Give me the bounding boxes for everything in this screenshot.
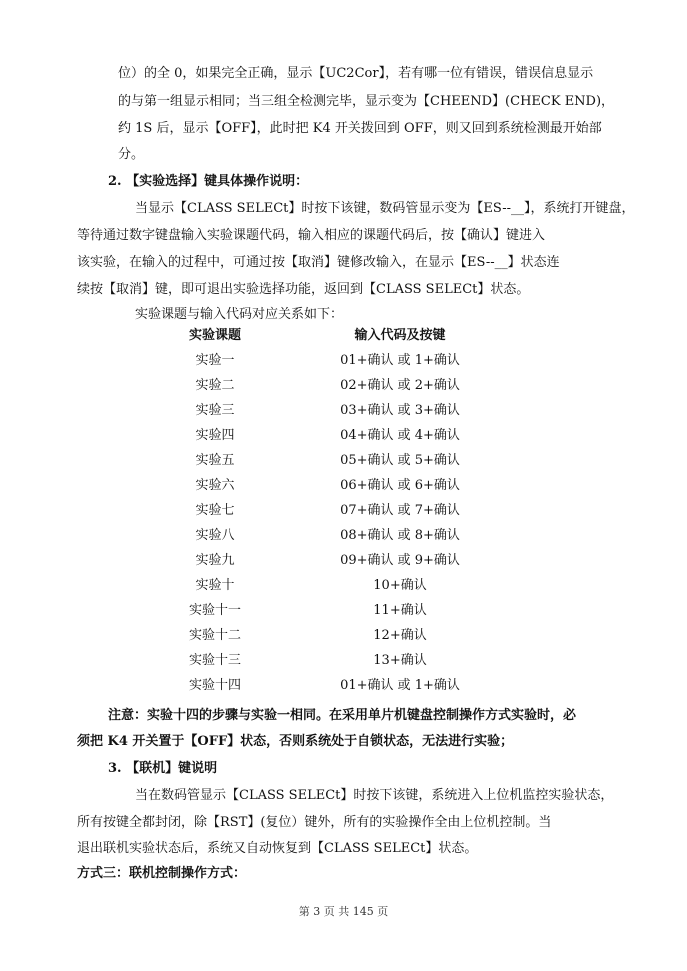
table-cell: 02+确认 或 2+确认 — [340, 378, 460, 393]
paragraph-line: 该实验，在输入的过程中，可通过按【取消】键修改输入，在显示【ES--__】状态连 — [77, 255, 560, 270]
table-cell: 07+确认 或 7+确认 — [340, 503, 460, 518]
table-cell: 实验十三 — [188, 653, 241, 668]
table-cell: 实验十 — [195, 578, 235, 593]
paragraph-line: 等待通过数字键盘输入实验课题代码，输入相应的课题代码后，按【确认】键进入 — [77, 228, 546, 243]
table-row — [0, 373, 687, 398]
table-row — [0, 523, 687, 548]
paragraph-line: 的与第一组显示相同；当三组全检测完毕，显示变为【CHEEND】(CHECK END)， — [118, 94, 615, 109]
table-cell: 08+确认 或 8+确认 — [340, 528, 460, 543]
paragraph-line: 续按【取消】键，即可退出实验选择功能，返回到【CLASS SELECt】状态。 — [77, 282, 530, 297]
table-cell: 实验九 — [195, 553, 235, 568]
paragraph-line: 位）的全 0，如果完全正确，显示【UC2Cor】，若有哪一位有错误，错误信息显示 — [118, 66, 594, 81]
table-row — [0, 498, 687, 523]
table-row — [0, 673, 687, 698]
table-cell: 实验一 — [195, 353, 235, 368]
table-cell: 03+确认 或 3+确认 — [340, 403, 460, 418]
table-cell: 实验十四 — [188, 678, 241, 693]
paragraph-line: 退出联机实验状态后，系统又自动恢复到【CLASS SELECt】状态。 — [77, 841, 478, 856]
table-cell: 实验七 — [195, 503, 235, 518]
section-heading-2: 2. 【实验选择】键具体操作说明： — [108, 174, 309, 189]
table-cell: 实验四 — [195, 428, 235, 443]
table-cell: 04+确认 或 4+确认 — [340, 428, 460, 443]
paragraph-line: 当显示【CLASS SELECt】时按下该键，数码管显示变为【ES--__】，系统打开键盘， — [135, 201, 635, 216]
paragraph-line: 所有按键全都封闭，除【RST】(复位）键外，所有的实验操作全由上位机控制。当 — [77, 815, 552, 830]
table-cell: 01+确认 或 1+确认 — [340, 678, 460, 693]
table-row — [0, 598, 687, 623]
table-cell: 09+确认 或 9+确认 — [340, 553, 460, 568]
table-row — [0, 623, 687, 648]
table-cell: 实验六 — [195, 478, 235, 493]
table-cell: 10+确认 — [373, 578, 427, 593]
table-cell: 11+确认 — [373, 603, 427, 618]
paragraph-line: 分。 — [118, 147, 145, 162]
table-header-cell: 实验课题 — [188, 328, 241, 343]
table-cell: 实验十二 — [188, 628, 241, 643]
table-cell: 实验十一 — [188, 603, 241, 618]
table-row — [0, 473, 687, 498]
table-row — [0, 548, 687, 573]
table-header-cell: 输入代码及按键 — [354, 328, 446, 343]
page-number-footer: 第 3 页 共 145 页 — [298, 905, 389, 918]
note-line: 须把 K4 开关置于【OFF】状态，否则系统处于自锁状态，无法进行实验； — [77, 734, 514, 749]
table-header-row — [0, 323, 687, 348]
table-row — [0, 423, 687, 448]
table-cell: 01+确认 或 1+确认 — [340, 353, 460, 368]
table-cell: 13+确认 — [373, 653, 427, 668]
table-row — [0, 448, 687, 473]
table-intro: 实验课题与输入代码对应关系如下： — [135, 307, 344, 322]
table-cell: 05+确认 或 5+确认 — [340, 453, 460, 468]
note-line: 注意：实验十四的步骤与实验一相同。在采用单片机键盘控制操作方式实验时，必 — [108, 708, 577, 723]
table-cell: 实验二 — [195, 378, 235, 393]
table-cell: 实验三 — [195, 403, 235, 418]
paragraph-line: 当在数码管显示【CLASS SELECt】时按下该键，系统进入上位机监控实验状态， — [135, 788, 614, 803]
table-cell: 12+确认 — [373, 628, 427, 643]
table-cell: 实验五 — [195, 453, 235, 468]
section-heading-mode3: 方式三：联机控制操作方式： — [77, 866, 247, 881]
table-row — [0, 648, 687, 673]
table-cell: 实验八 — [195, 528, 235, 543]
table-row — [0, 573, 687, 598]
section-heading-3: 3. 【联机】键说明 — [108, 761, 218, 776]
paragraph-line: 约 1S 后，显示【OFF】，此时把 K4 开关拨回到 OFF，则又回到系统检测最开始部 — [118, 121, 602, 136]
table-row — [0, 398, 687, 423]
table-cell: 06+确认 或 6+确认 — [340, 478, 460, 493]
table-row — [0, 348, 687, 373]
